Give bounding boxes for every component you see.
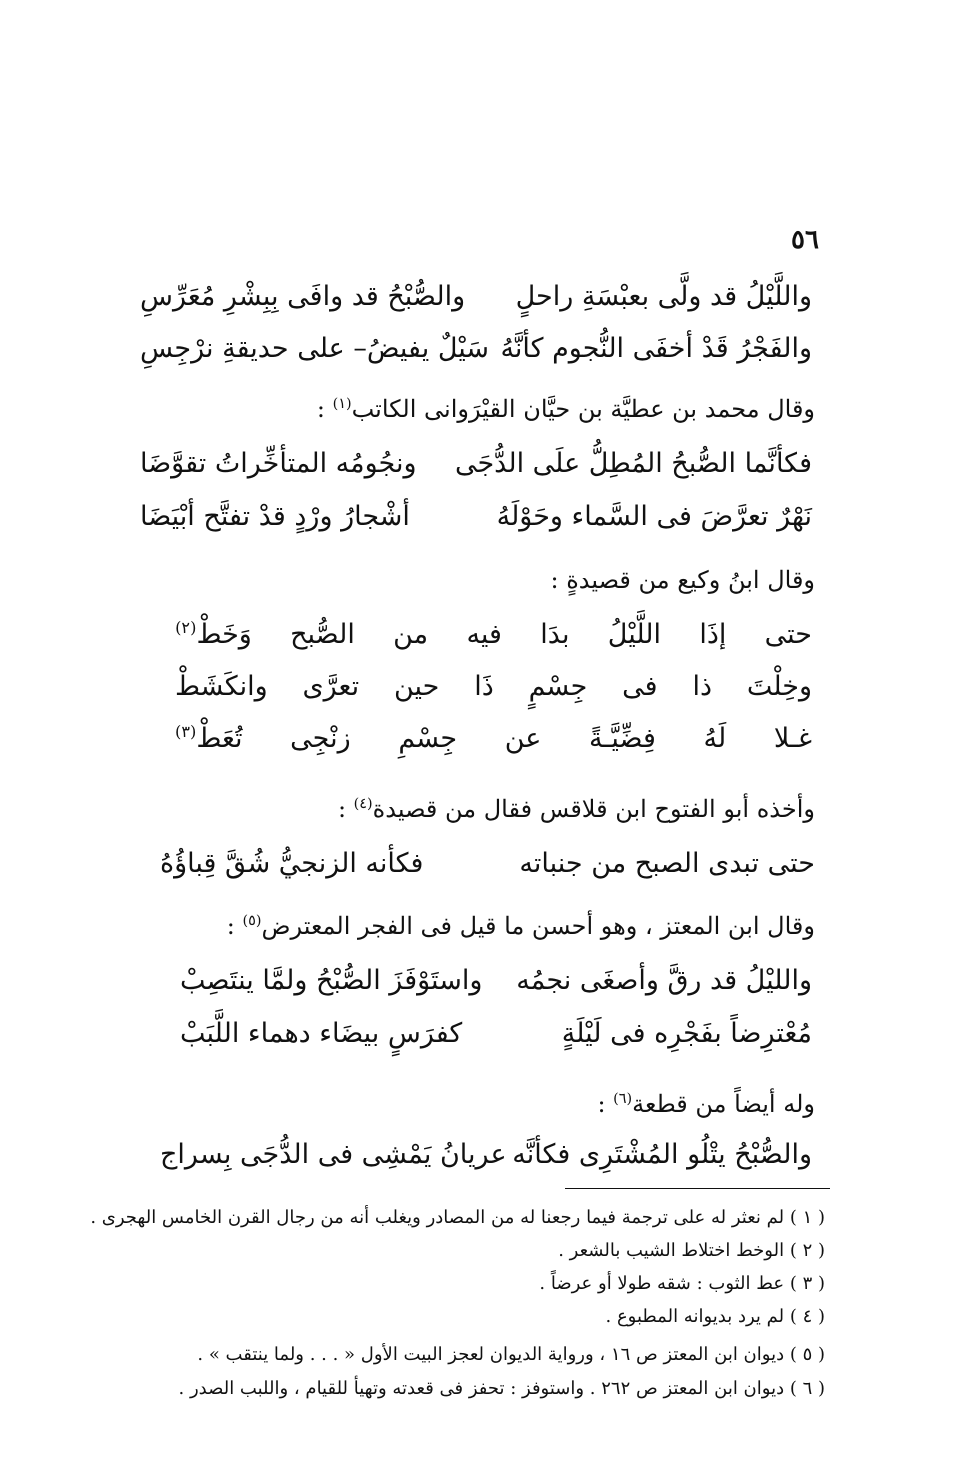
hemistich-second: أشْجارُ ورْدٍ قدْ تفتَّح أبْيَضَا [140, 500, 410, 532]
footnote [197, 1344, 825, 1365]
verse-word: وخِلْتَ [746, 670, 812, 702]
footnote-ref: (٢) [175, 618, 197, 637]
verse-word: وَخَطْ [196, 619, 252, 650]
intro-colon: : [316, 395, 333, 423]
footnote-number: ( ١ ) [789, 1207, 825, 1228]
hemistich-first: والليْلُ قد رقَّ وأصغَى نجمُه [516, 964, 812, 996]
footnote-number: ( ٢ ) [789, 1240, 825, 1261]
verse-word: وانكَشَطْ [175, 670, 268, 702]
footnote [539, 1273, 825, 1294]
verse-line [140, 494, 812, 538]
intro-text-body: وقال ابنُ وكيع من قصيدةٍ : [550, 566, 815, 594]
verse-word: ذَا [474, 670, 494, 702]
hemistich-second: ونجُومُه المتأخِّراتُ تقوَّضَا [140, 447, 417, 479]
footnote [179, 1378, 825, 1399]
verse-line [180, 958, 812, 1002]
hemistich-first: مُعْترِضاً بفَجْرِه فى لَيْلَةٍ [561, 1017, 812, 1049]
intro-text [550, 566, 815, 594]
footnote-text: عط الثوب : شقه طولا أو عرضاً . [539, 1273, 785, 1294]
verse-word: ذا [692, 670, 712, 702]
verse-word: فى [622, 670, 658, 702]
verse-word-last [175, 722, 243, 754]
intro-text [338, 795, 815, 823]
verse-word: فِضِّيَّـةً [589, 722, 656, 754]
hemistich-second: فكأنه الزنجيُّ شُقَّ قِباؤُهُ [160, 847, 424, 879]
verse-line [160, 841, 815, 885]
footnote-number: ( ٤ ) [789, 1306, 825, 1327]
footnote-divider [565, 1188, 830, 1189]
verse-line [175, 612, 812, 656]
page-number: ٥٦ [791, 225, 819, 255]
verse-word: زنْجِى [290, 722, 351, 754]
verse-line [175, 716, 812, 760]
intro-text [227, 912, 815, 940]
verse-line [140, 441, 812, 485]
footnote-ref: (٤) [353, 796, 373, 812]
verse-word: تُعَطْ [196, 723, 243, 754]
verse-word: اللَّيْلُ [607, 618, 662, 650]
hemistich-first: والصُّبْحُ يتْلُو المُشْتَرِى فكأنَّه [512, 1138, 812, 1170]
verse-line [140, 326, 812, 370]
hemistich-first: واللَّيْلُ قد ولَّى بعبْسَةِ راحلٍ [515, 280, 812, 312]
verse-word: فيه [466, 618, 502, 650]
verse-line [175, 664, 812, 708]
verse-word: إذَا [699, 618, 727, 650]
verse-word: غـلا [773, 722, 812, 754]
hemistich-second: واستَوْفَزَ الصُّبْحُ ولمَّا ينتَصِبْ [180, 964, 483, 996]
verse-word: بدَا [540, 618, 570, 650]
hemistich-first: نَهْرٌ تعرَّضَ فى السَّماء وحَوْلَهُ [496, 500, 812, 532]
verse-word: حين [393, 670, 440, 702]
footnote [90, 1207, 825, 1228]
footnote-number: ( ٥ ) [789, 1344, 825, 1365]
hemistich-second: عريانُ يَمْشِى فى الدُّجَى بِسراج [160, 1138, 507, 1170]
verse-word: عن [504, 722, 542, 754]
footnote-ref: (٥) [242, 913, 262, 929]
footnote-number: ( ٦ ) [789, 1378, 825, 1399]
verse-word: جِسْمِ [398, 722, 458, 754]
footnote-text: لم يرد بديوانه المطبوع . [605, 1306, 785, 1327]
intro-text-body: وله أيضاً من قطعة [632, 1090, 815, 1118]
verse-line [160, 1132, 812, 1176]
verse-line [140, 274, 812, 318]
intro-colon: : [226, 912, 243, 940]
footnote [606, 1306, 826, 1327]
footnote-number: ( ٣ ) [789, 1273, 825, 1294]
intro-text [317, 395, 815, 423]
footnote [558, 1240, 825, 1261]
hemistich-first: فكأنَّما الصُّبحُ المُطِلُّ علَى الدُّجَى [454, 447, 812, 479]
intro-text-body: وأخذه أبو الفتوح ابن قلاقس فقال من قصيدة [372, 795, 815, 823]
hemistich-first: والفَجْرُ قَدْ أخفَى النُّجوم كأنَّهُ [500, 332, 812, 364]
verse-word-last [175, 618, 252, 650]
hemistich-second: والصُّبْحُ قد وافَى بِبِشْرِ مُعَرِّسِ [140, 280, 466, 312]
footnote-text: الوخط اختلاط الشيب بالشعر . [558, 1240, 785, 1261]
intro-colon: : [337, 795, 354, 823]
verse-word: تعرَّى [302, 670, 360, 702]
footnote-ref: (٦) [613, 1091, 633, 1107]
footnote-text: ديوان ابن المعتز ص ١٦ ، ورواية الديوان لعجز البيت الأول « . . . ولما ينتقب » . [197, 1344, 785, 1365]
intro-colon: : [597, 1090, 614, 1118]
verse-word: الصُّبح [290, 618, 355, 650]
footnote-text: لم نعثر له على ترجمة فيما رجعنا له من المصادر ويغلب أنه من رجال القرن الخامس الهجرى . [90, 1207, 785, 1228]
hemistich-second: كفرَسٍ بيضَاء دهماء اللَّبَبْ [180, 1017, 463, 1049]
footnote-ref: (٣) [175, 722, 197, 741]
footnote-text: ديوان ابن المعتز ص ٢٦٢ . واستوفز : تحفز فى قعدته وتهيأ للقيام ، واللبب الصدر . [178, 1378, 785, 1399]
verse-word: لَهُ [703, 722, 727, 754]
hemistich-second: سَيْلٌ يفيضُ– على حديقةِ نرْجِسِ [140, 332, 490, 364]
intro-text [597, 1090, 815, 1118]
intro-text-body: وقال محمد بن عطيَّة بن حيَّان القيْرَوانى الكاتب [351, 395, 815, 423]
intro-text-body: وقال ابن المعتز ، وهو أحسن ما قيل فى الفجر المعترض [261, 912, 815, 940]
verse-line [180, 1011, 812, 1055]
footnote-ref: (١) [332, 396, 352, 412]
verse-word: حتى [764, 618, 812, 650]
verse-word: من [393, 618, 429, 650]
verse-word: جِسْمٍ [528, 670, 588, 702]
hemistich-first: حتى تبدى الصبح من جنباته [519, 847, 815, 879]
